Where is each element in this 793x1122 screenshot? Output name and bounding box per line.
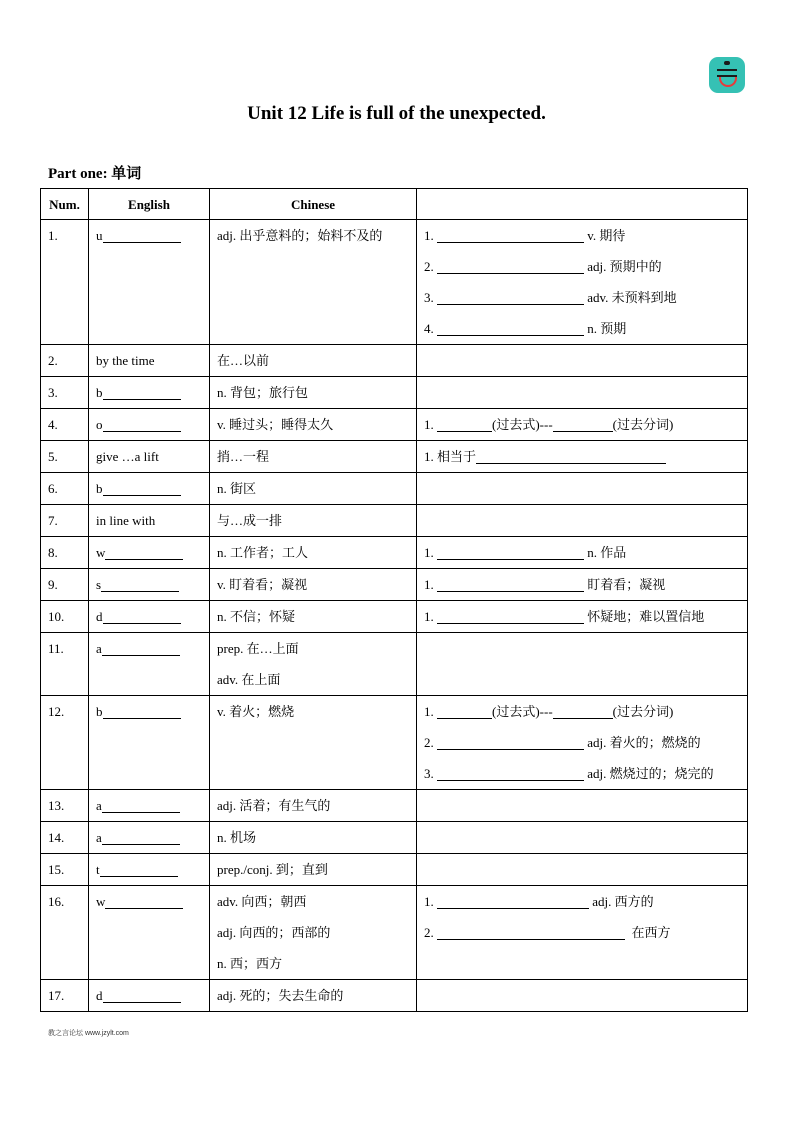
table-row (41, 886, 748, 980)
word-blank[interactable] (103, 704, 181, 719)
form-meaning: 盯着看；凝视 (587, 577, 666, 592)
table-row (41, 633, 748, 696)
word-blank[interactable] (102, 830, 180, 845)
form-blank[interactable] (437, 577, 584, 592)
form-blank[interactable] (437, 545, 584, 560)
row-num: 16. (48, 894, 65, 909)
row-num: 2. (48, 353, 58, 368)
word-initial: a (96, 798, 102, 813)
form-meaning: v. 期待 (587, 228, 626, 243)
chinese-meaning: prep. 在…上面 (217, 641, 299, 656)
form-prefix: 1. (424, 894, 434, 909)
form-prefix: 2. (424, 925, 434, 940)
header-chinese: Chinese (210, 189, 417, 220)
form-prefix: 1. 相当于 (424, 449, 477, 464)
form-meaning: 在西方 (631, 925, 671, 940)
form-blank[interactable] (437, 735, 584, 750)
past-participle-blank[interactable] (553, 417, 613, 432)
form-blank[interactable] (437, 321, 584, 336)
form-label: (过去式)--- (492, 417, 553, 432)
chinese-meaning: adj. 活着；有生气的 (217, 798, 331, 813)
logo-line (717, 69, 737, 71)
chinese-meaning: v. 着火；燃烧 (217, 704, 295, 719)
row-num: 17. (48, 988, 65, 1003)
chinese-meaning: adv. 在上面 (217, 672, 281, 687)
form-prefix: 1. (424, 704, 434, 719)
word-initial: a (96, 641, 102, 656)
footer-source: 教之言论坛 www.jzylt.com (48, 1030, 129, 1037)
form-meaning: adj. 预期中的 (587, 259, 662, 274)
chinese-meaning: prep./conj. 到；直到 (217, 862, 328, 877)
word-blank[interactable] (101, 577, 179, 592)
phrase: in line with (96, 513, 156, 528)
form-blank[interactable] (437, 259, 584, 274)
word-initial: d (96, 609, 103, 624)
row-num: 15. (48, 862, 65, 877)
word-blank[interactable] (102, 798, 180, 813)
word-initial: b (96, 704, 103, 719)
table-row (41, 822, 748, 854)
form-meaning: adj. 着火的；燃烧的 (587, 735, 701, 750)
row-num: 1. (48, 228, 58, 243)
form-meaning: 怀疑地；难以置信地 (587, 609, 705, 624)
row-num: 5. (48, 449, 58, 464)
table-row (41, 377, 748, 409)
word-blank[interactable] (103, 385, 181, 400)
word-initial: w (96, 894, 106, 909)
form-prefix: 1. (424, 545, 434, 560)
table-row (41, 569, 748, 601)
table-row (41, 696, 748, 790)
form-meaning: adj. 燃烧过的；烧完的 (587, 766, 714, 781)
chinese-meaning: n. 西；西方 (217, 956, 283, 971)
chinese-meaning: n. 不信；怀疑 (217, 609, 296, 624)
row-num: 13. (48, 798, 65, 813)
table-row (41, 441, 748, 473)
word-blank[interactable] (103, 609, 181, 624)
form-prefix: 1. (424, 577, 434, 592)
table-row (41, 854, 748, 886)
word-blank[interactable] (105, 545, 183, 560)
logo-icon (709, 57, 745, 93)
row-num: 14. (48, 830, 65, 845)
table-row (41, 409, 748, 441)
chinese-meaning: n. 工作者；工人 (217, 545, 309, 560)
chinese-meaning: adj. 出乎意料的；始料不及的 (217, 228, 383, 243)
row-num: 12. (48, 704, 65, 719)
row-num: 8. (48, 545, 58, 560)
chinese-meaning: 与…成一排 (217, 513, 283, 528)
section-heading: Part one: 单词 (48, 166, 142, 182)
form-prefix: 3. (424, 290, 434, 305)
form-meaning: n. 预期 (587, 321, 627, 336)
word-initial: w (96, 545, 106, 560)
form-blank[interactable] (437, 766, 584, 781)
header-english: English (89, 189, 210, 220)
table-row (41, 790, 748, 822)
chinese-meaning: n. 街区 (217, 481, 257, 496)
row-num: 11. (48, 641, 64, 656)
table-row (41, 220, 748, 345)
form-meaning: adj. 西方的 (592, 894, 654, 909)
form-blank[interactable] (437, 228, 584, 243)
word-initial: t (96, 862, 100, 877)
form-meaning: adv. 未预料到地 (587, 290, 677, 305)
form-prefix: 2. (424, 259, 434, 274)
chinese-meaning: 在…以前 (217, 353, 270, 368)
past-tense-blank[interactable] (437, 417, 492, 432)
equivalent-blank[interactable] (476, 449, 666, 464)
chinese-meaning: adj. 死的；失去生命的 (217, 988, 344, 1003)
form-prefix: 1. (424, 609, 434, 624)
header-extra (417, 189, 748, 220)
form-label: (过去式)--- (492, 704, 553, 719)
chinese-meaning: v. 睡过头；睡得太久 (217, 417, 334, 432)
word-initial: d (96, 988, 103, 1003)
row-num: 4. (48, 417, 58, 432)
chinese-meaning: adv. 向西；朝西 (217, 894, 307, 909)
row-num: 9. (48, 577, 58, 592)
form-label: (过去分词) (612, 417, 674, 432)
phrase: by the time (96, 353, 155, 368)
form-prefix: 3. (424, 766, 434, 781)
logo-smile (719, 77, 737, 87)
form-blank[interactable] (437, 609, 584, 624)
word-blank[interactable] (103, 228, 181, 243)
table-row (41, 980, 748, 1012)
word-blank[interactable] (103, 481, 181, 496)
word-initial: b (96, 481, 103, 496)
chinese-meaning: v. 盯着看；凝视 (217, 577, 308, 592)
word-initial: b (96, 385, 103, 400)
word-blank[interactable] (103, 417, 181, 432)
past-participle-blank[interactable] (553, 704, 613, 719)
form-blank[interactable] (437, 290, 584, 305)
word-initial: a (96, 830, 102, 845)
table-header-row (41, 189, 748, 220)
form-blank[interactable] (437, 894, 589, 909)
chinese-meaning: n. 背包；旅行包 (217, 385, 309, 400)
table-row (41, 601, 748, 633)
row-num: 7. (48, 513, 58, 528)
page-title: Unit 12 Life is full of the unexpected. (247, 103, 546, 124)
word-blank[interactable] (105, 894, 183, 909)
phrase: give …a lift (96, 449, 159, 464)
table-row (41, 345, 748, 377)
word-blank[interactable] (102, 641, 180, 656)
word-initial: s (96, 577, 102, 592)
vocabulary-table (40, 188, 748, 1012)
logo-dot (724, 61, 730, 65)
row-num: 10. (48, 609, 65, 624)
word-blank[interactable] (100, 862, 178, 877)
form-prefix: 4. (424, 321, 434, 336)
chinese-meaning: adj. 向西的；西部的 (217, 925, 331, 940)
word-blank[interactable] (103, 988, 181, 1003)
past-tense-blank[interactable] (437, 704, 492, 719)
table-row (41, 505, 748, 537)
form-blank[interactable] (437, 925, 625, 940)
chinese-meaning: n. 机场 (217, 830, 257, 845)
form-prefix: 2. (424, 735, 434, 750)
word-initial: o (96, 417, 103, 432)
form-meaning: n. 作品 (587, 545, 627, 560)
table-row (41, 473, 748, 505)
form-prefix: 1. (424, 417, 434, 432)
form-label: (过去分词) (612, 704, 674, 719)
chinese-meaning: 捎…一程 (217, 449, 270, 464)
row-num: 6. (48, 481, 58, 496)
form-prefix: 1. (424, 228, 434, 243)
word-initial: u (96, 228, 103, 243)
table-row (41, 537, 748, 569)
header-num: Num. (41, 189, 89, 220)
row-num: 3. (48, 385, 58, 400)
